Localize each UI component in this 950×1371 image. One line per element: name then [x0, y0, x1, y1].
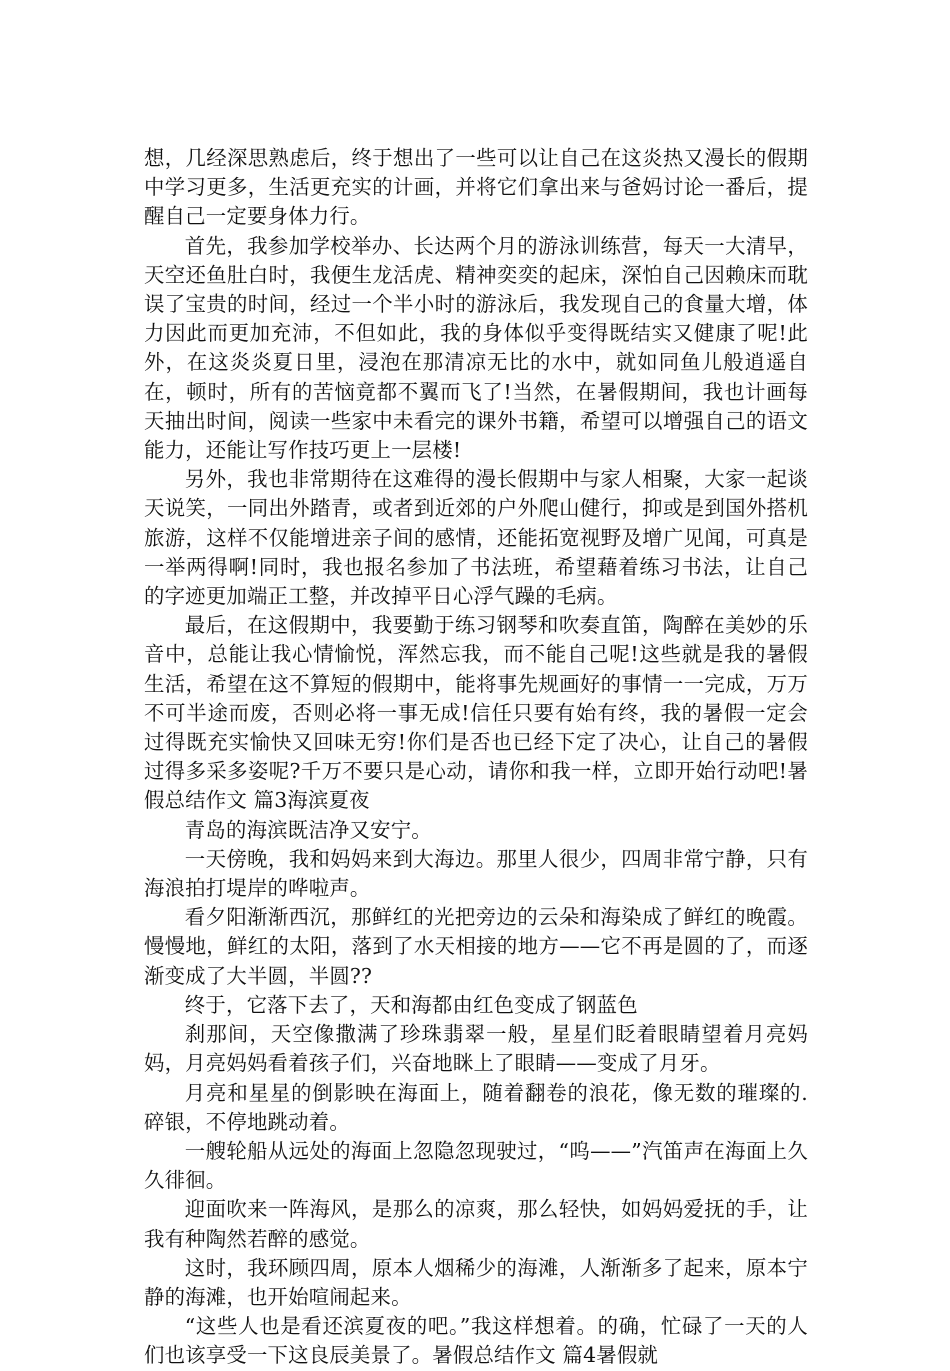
paragraph-12: 迎面吹来一阵海风，是那么的凉爽，那么轻快，如妈妈爱抚的手，让我有种陶然若醉的感觉。 [144, 1197, 808, 1251]
paragraph-14: “这些人也是看还滨夏夜的吧。”我这样想着。的确，忙碌了一天的人们也该享受一下这良辰美景了。暑假总结作文 篇4暑假就 [144, 1314, 808, 1368]
paragraph-3: 另外，我也非常期待在这难得的漫长假期中与家人相聚，大家一起谈天说笑，一同出外踏青，或者到近郊的户外爬山健行，抑或是到国外搭机旅游，这样不仅能增进亲子间的感情，还能拓宽视野及增广见闻，可真是一举两得啊!同时，我也报名参加了书法班，希望藉着练习书法，让自己的字迹更加端正工整，并改掉平日心浮气躁的毛病。 [144, 467, 808, 609]
paragraph-8: 终于，它落下去了，天和海都由红色变成了钢蓝色 [184, 992, 638, 1017]
paragraph-7: 看夕阳渐渐西沉，那鲜红的光把旁边的云朵和海染成了鲜红的晚霞。慢慢地，鲜红的太阳，落到了水天相接的地方——它不再是圆的了，而逐渐变成了大半圆，半圆?? [144, 905, 808, 988]
paragraph-2: 首先，我参加学校举办、长达两个月的游泳训练营，每天一大清早，天空还鱼肚白时，我便生龙活虎、精神奕奕的起床，深怕自己因赖床而耽误了宝贵的时间，经过一个半小时的游泳后，我发现自己的食量大增，体力因此而更加充沛，不但如此，我的身体似乎变得既结实又健康了呢!此外，在这炎炎夏日里，浸泡在那清凉无比的水中，就如同鱼儿般逍遥自在，顿时，所有的苦恼竟都不翼而飞了!当然，在暑假期间，我也计画每天抽出时间，阅读一些家中未看完的课外书籍，希望可以增强自己的语文能力，还能让写作技巧更上一层楼! [144, 233, 808, 463]
document-body [144, 144, 808, 1371]
paragraph-5: 青岛的海滨既洁净又安宁。 [184, 817, 432, 842]
paragraph-6: 一天傍晚，我和妈妈来到大海边。那里人很少，四周非常宁静，只有海浪拍打堤岸的哗啦声。 [144, 846, 808, 901]
paragraph-9: 刹那间，天空像撒满了珍珠翡翠一般，星星们眨着眼睛望着月亮妈妈，月亮妈妈看着孩子们，兴奋地眯上了眼睛——变成了月牙。 [144, 1022, 808, 1076]
paragraph-11: 一艘轮船从远处的海面上忽隐忽现驶过，“呜——”汽笛声在海面上久久徘徊。 [144, 1138, 808, 1193]
paragraph-10: 月亮和星星的倒影映在海面上，随着翻卷的浪花，像无数的璀璨的.碎银，不停地跳动着。 [144, 1080, 808, 1134]
paragraph-1: 想，几经深思熟虑后，终于想出了一些可以让自己在这炎热又漫长的假期中学习更多，生活更充实的计画，并将它们拿出来与爸妈讨论一番后，提醒自己一定要身体力行。 [144, 146, 808, 229]
paragraph-13: 这时，我环顾四周，原本人烟稀少的海滩，人渐渐多了起来，原本宁静的海滩，也开始喧闹起来。 [144, 1255, 808, 1309]
paragraph-4: 最后，在这假期中，我要勤于练习钢琴和吹奏直笛，陶醉在美妙的乐音中，总能让我心情愉悦，浑然忘我，而不能自己呢!这些就是我的暑假生活，希望在这不算短的假期中，能将事先规画好的事情一一完成，万万不可半途而废，否则必将一事无成!信任只要有始有终，我的暑假一定会过得既充实愉快又回味无穷!你们是否也已经下定了决心，让自己的暑假过得多采多姿呢?千万不要只是心动，请你和我一样，立即开始行动吧!暑假总结作文 篇3海滨夏夜 [144, 613, 808, 813]
